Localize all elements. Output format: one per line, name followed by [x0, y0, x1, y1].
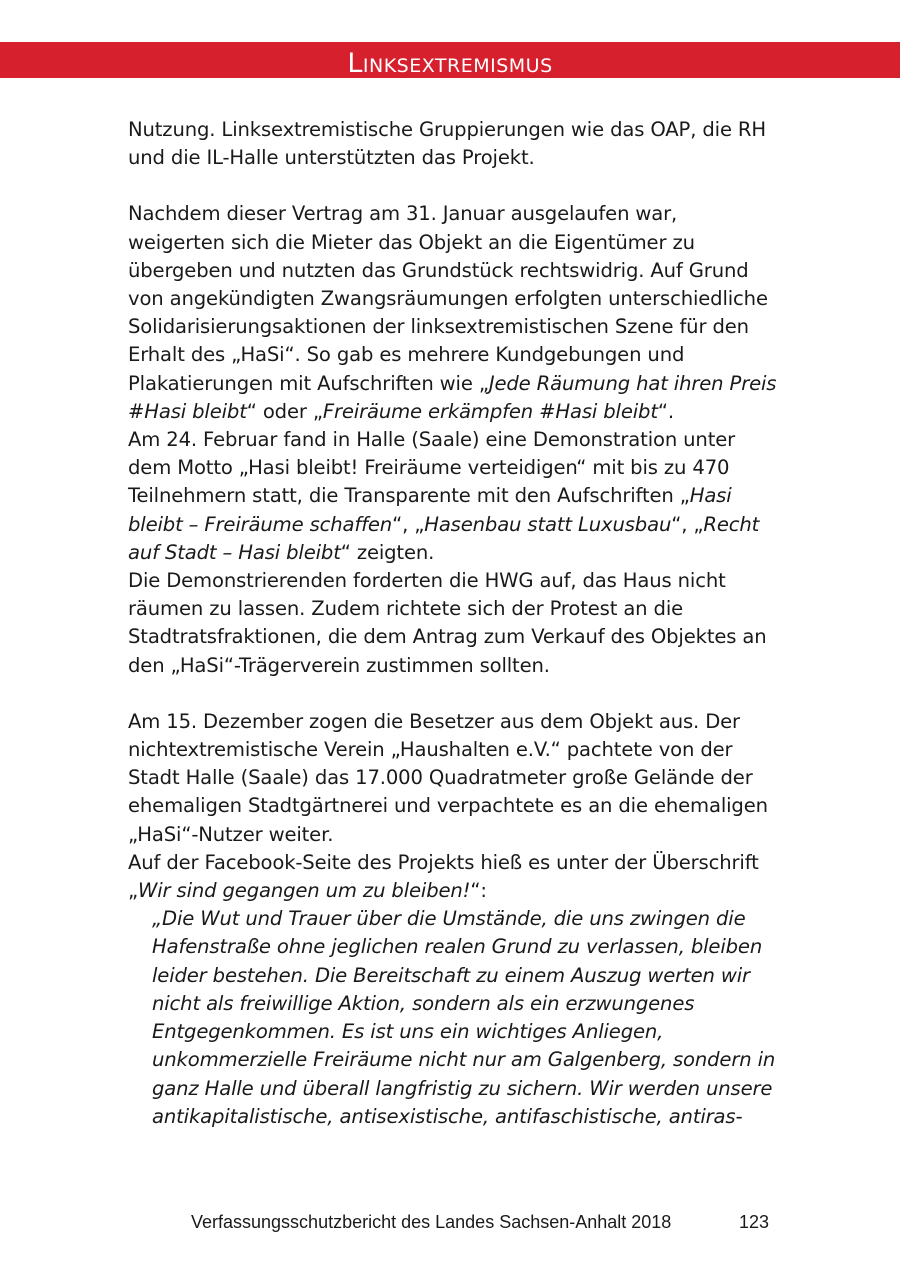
paragraph-gap	[128, 172, 778, 200]
paragraph	[128, 849, 778, 905]
italic-text: Freiräume erkämpfen #Hasi bleibt	[322, 399, 658, 423]
text-run: “.	[657, 399, 674, 423]
text-run: „Die Wut und Trauer über die Umstände, die uns zwingen die Hafenstraße ohne jeglichen realen Grund zu verlassen, bleiben leider bestehen. Die Bereitschaft zu einem Auszug werten wir nicht als freiwillige Aktion, sondern als ein erzwungenes Entgegenkommen. Es ist uns ein wichtiges Anliegen, unkommerzielle Freiräume nicht nur am Galgenberg, sondern in ganz Halle und überall langfristig zu sichern. Wir werden unsere antikapitalistische, antisexistische, antifaschistische, antiras-	[152, 907, 776, 1128]
italic-text: Wir sind gegangen um zu bleiben!	[138, 879, 471, 903]
italic-text: Jede Räumung hat ihren Preis #Hasi bleibt	[128, 371, 777, 423]
italic-text: Hasi bleibt – Freiräume schaffen	[128, 484, 732, 536]
paragraph	[128, 200, 778, 426]
text-run: Nachdem dieser Vertrag am 31. Januar ausgelaufen war, weigerten sich die Mieter das Objekt an die Eigentümer zu übergeben und nutzten das Grundstück rechtswidrig. Auf Grund von angekündigten Zwangsräumungen erfolgten unterschiedliche Solidarisierungsaktionen der linksextremistischen Szene für den Erhalt des „HaSi“. So gab es mehrere Kundgebungen und Plakatierungen mit Aufschriften wie „	[128, 202, 768, 395]
section-header-band	[0, 42, 900, 78]
body-text	[128, 116, 778, 1131]
block-quote	[152, 905, 778, 1131]
text-run: Auf der Facebook-Seite des Projekts hieß es unter der Überschrift „	[128, 850, 759, 903]
paragraph-gap	[128, 680, 778, 708]
text-run: “ zeigten.	[340, 540, 435, 564]
paragraph	[128, 426, 778, 567]
section-title: Linksextremismus	[347, 48, 553, 79]
text-run: “ oder „	[246, 399, 323, 423]
italic-text: Recht auf Stadt – Hasi bleibt	[128, 512, 760, 564]
text-run: “:	[470, 879, 487, 903]
paragraph	[128, 708, 778, 849]
page-number: 123	[739, 1212, 770, 1232]
paragraph	[128, 116, 778, 172]
footer-title: Verfassungsschutzbericht des Landes Sachsen-Anhalt 2018	[191, 1212, 672, 1232]
italic-text: Hasenbau statt Luxusbau	[424, 512, 672, 536]
text-run: Die Demonstrierenden forderten die HWG auf, das Haus nicht räumen zu lassen. Zudem richtete sich der Protest an die Stadtratsfraktionen, die dem Antrag zum Verkauf des Objektes an den „HaSi“-Trägerverein zustimmen sollten.	[128, 569, 767, 677]
text-run: Nutzung. Linksextremistische Gruppierungen wie das OAP, die RH und die IL-Halle unterstützten das Projekt.	[128, 118, 766, 170]
text-run: “, „	[671, 512, 704, 536]
text-run: Am 15. Dezember zogen die Besetzer aus dem Objekt aus. Der nichtextremistische Verein „Haushalten e.V.“ pachtete von der Stadt Halle (Saale) das 17.000 Quadratmeter große Gelände der ehemaligen Stadtgärtnerei und verpachtete es an die ehemaligen „HaSi“-Nutzer weiter.	[128, 709, 768, 846]
text-run: “, „	[392, 512, 425, 536]
paragraph	[128, 567, 778, 680]
text-run: Am 24. Februar fand in Halle (Saale) eine Demonstration unter dem Motto „Hasi bleibt! Freiräume verteidigen“ mit bis zu 470 Teilnehmern statt, die Transparente mit den Aufschriften „	[128, 428, 736, 508]
